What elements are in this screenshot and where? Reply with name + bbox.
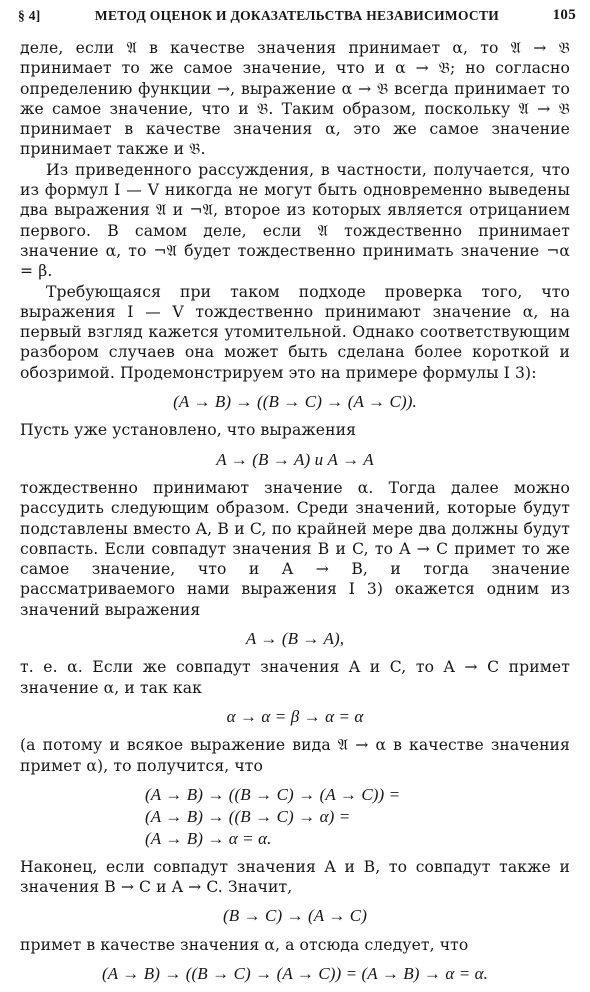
formula: (A → B) → ((B → C) → (A → C)) = (A → B) → α = α.: [101, 963, 488, 983]
formula: α → α = β → α = α: [226, 706, 364, 726]
paragraph: (а потому и всякое выражение вида 𝔄 → α в качестве значения примет α), то получится, что: [20, 736, 570, 775]
section-marker: § 4]: [18, 8, 41, 23]
page-number: 105: [552, 7, 576, 23]
paragraph: тождественно принимают значение α. Тогда далее можно рассудить следующим образом. Среди значений, которые будут подставлены вместо A, B и C, по крайней мере два должны будут совпасть. Если совпадут значения B и C, то A → C примет то же самое значение, что и A → B, и тогда значение рассматриваемого нами выражения I 3) окажется одним из значений выражения: [20, 478, 570, 619]
formula-line: (A → B) → ((B → C) → (A → C)) =: [145, 784, 401, 804]
running-title: МЕТОД ОЦЕНОК И ДОКАЗАТЕЛЬСТВА НЕЗАВИСИМОСТИ: [94, 8, 500, 23]
paragraph: Требующаяся при таком подходе проверка того, что выражения I — V тождественно принимают значение α, на первый взгляд кажется утомительной. Однако соответствующим разбором случаев она может быть сделана более короткой и обозримой. Продемонстрируем это на примере формулы I 3):: [20, 282, 570, 382]
paragraph: Пусть уже установлено, что выражения: [20, 421, 357, 440]
paragraph: Из приведенного рассуждения, в частности, получается, что из формул I — V никогда не могут быть одновременно выведены два выражения 𝔄 и ¬𝔄, второе из которых является отрицанием первого. В самом деле, если 𝔄 тождественно принимает значение α, то ¬𝔄 будет тождественно принимать значение ¬α = β.: [20, 160, 570, 281]
paragraph: примет в качестве значения α, а отсюда следует, что: [20, 935, 469, 954]
paragraph: деле, если 𝔄 в качестве значения принимает α, то 𝔄 → 𝔅 принимает то же самое значение, что и α → 𝔅; но согласно определению функции →, выражение α → 𝔅 всегда принимает то же самое значение, что и 𝔅. Таким образом, поскольку 𝔄 → 𝔅 принимает в качестве значения α, это же самое значение принимает также и 𝔅.: [20, 39, 570, 159]
formula-line: (A → B) → α = α.: [145, 828, 272, 848]
formula-line: (A → B) → ((B → C) → α) =: [145, 806, 351, 826]
running-header: [18, 5, 576, 27]
paragraph: Наконец, если совпадут значения A и B, то совпадут также и значения B → C и A → C. Значит,: [20, 857, 570, 897]
paragraph: т. е. α. Если же совпадут значения A и C, то A → C примет значение α, и так как: [20, 658, 570, 697]
page-body: [20, 38, 570, 992]
formula: A → (B → A) и A → A: [216, 449, 374, 469]
formula: A → (B → A),: [245, 629, 345, 649]
formula: (B → C) → (A → C): [223, 906, 367, 926]
formula: (A → B) → ((B → C) → (A → C)).: [173, 392, 417, 412]
formula-block: [20, 784, 570, 850]
